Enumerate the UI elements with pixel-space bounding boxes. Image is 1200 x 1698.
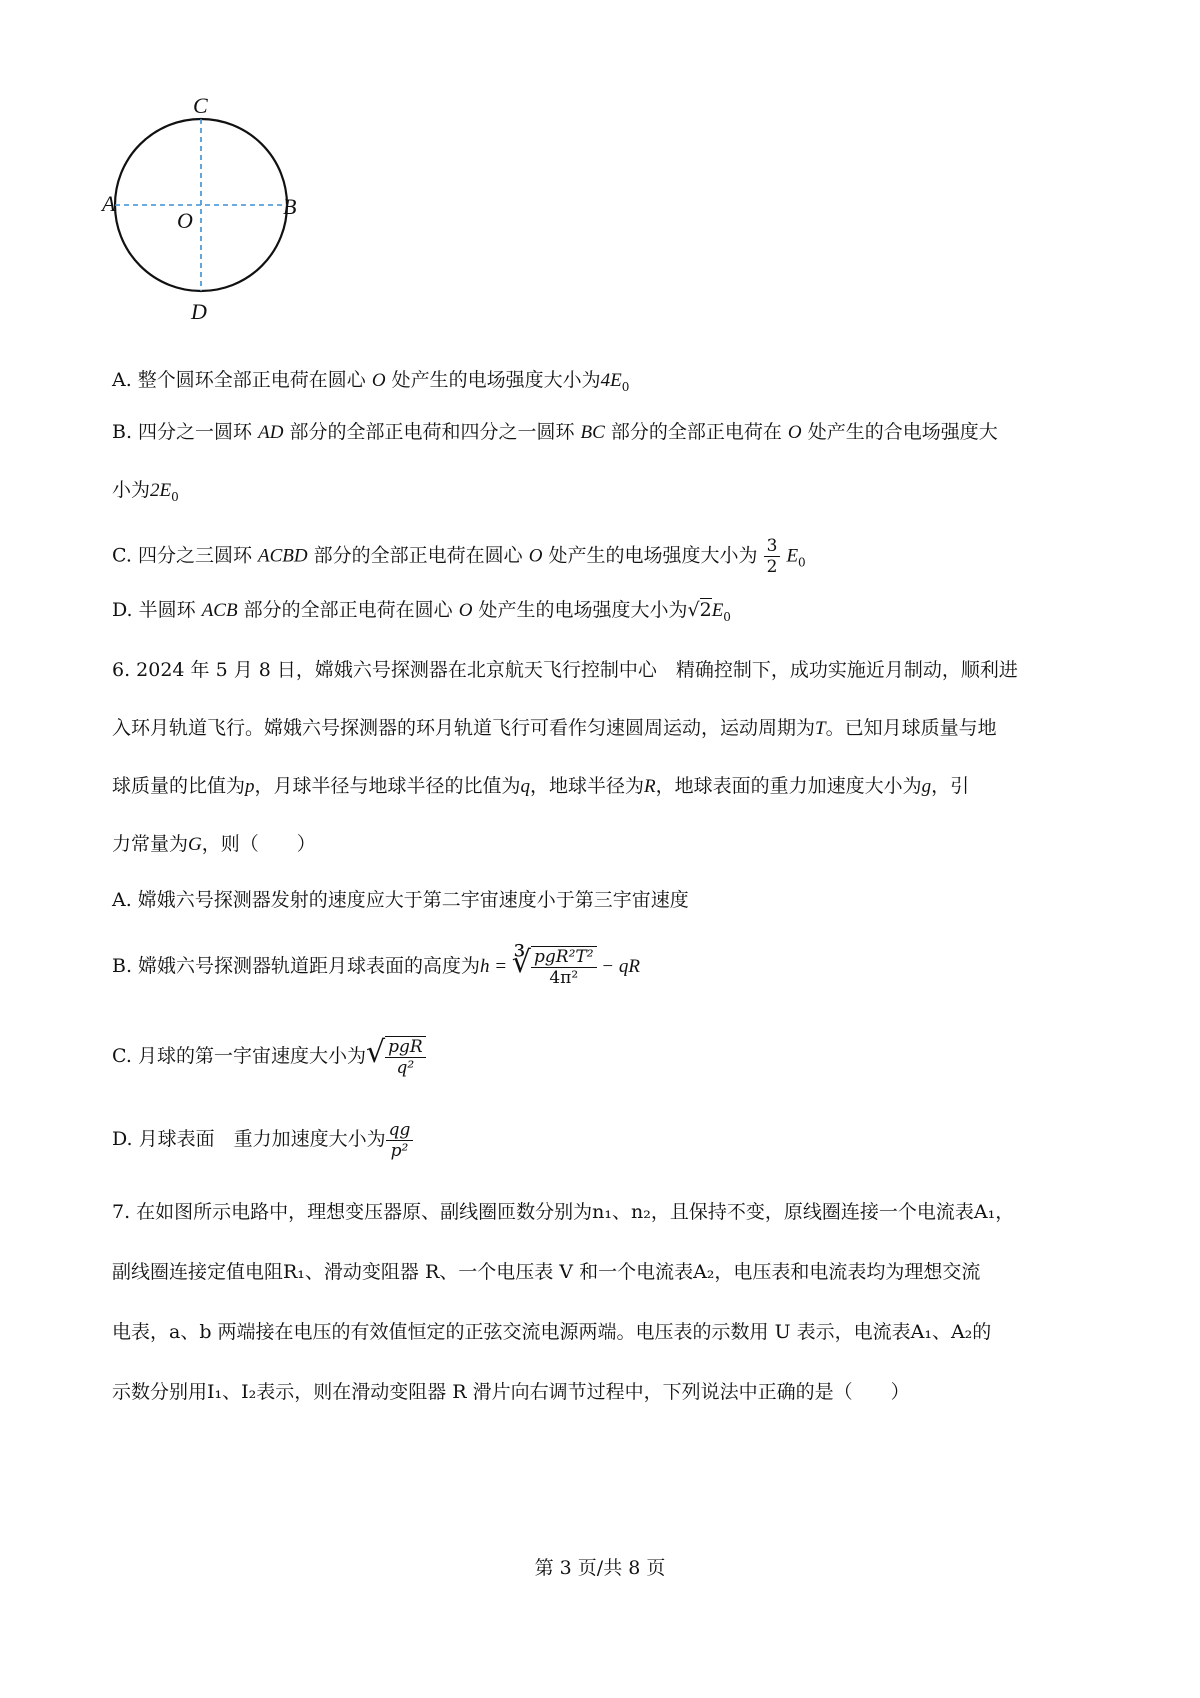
q5-option-b-line2: 小为$2E_0$	[112, 479, 179, 504]
q6-stem-line4: 力常量为G，则（ ）	[112, 833, 316, 855]
sqrt-sign: √	[687, 599, 700, 621]
label-o: O	[177, 208, 193, 233]
q5-option-a: A. 整个圆环全部正电荷在圆心 O 处产生的电场强度大小为$4E_0$	[112, 369, 630, 394]
q7-stem-line2: 副线圈连接定值电阻R₁、滑动变阻器 R、一个电压表 V 和一个电流表A₂，电压表和电流表均为理想交流	[112, 1261, 981, 1283]
fraction-pgr-q2: $\frac{\text{pgR}}{\text{q²}}$	[385, 1036, 426, 1078]
fraction-3-2: $\frac{3}{2}$	[764, 536, 781, 577]
page-footer: 第 3 页/共 8 页	[534, 1557, 666, 1579]
q7-stem-line3: 电表，a、b 两端接在电压的有效值恒定的正弦交流电源两端。电压表的示数用 U 表示，电流表A₁、A₂的	[112, 1321, 992, 1343]
fraction-pgr2t2-4pi2: $\frac{\text{pgR²T²}}{\text{4π²}}$	[531, 946, 597, 988]
q6-option-b: B. 嫦娥六号探测器轨道距月球表面的高度为h = ∛ $\frac{\text{pgR²T²}}{\text{4π²}}$ − qR	[112, 945, 640, 988]
label-c: C	[193, 93, 208, 118]
q6-option-d: D. 月球表面 重力加速度大小为 $\frac{qg}{\text{p²}}$	[112, 1116, 413, 1162]
fraction-qg-p2: $\frac{qg}{\text{p²}}$	[386, 1120, 414, 1161]
q6-stem-line1: 6. 2024 年 5 月 8 日，嫦娥六号探测器在北京航天飞行控制中心 精确控制下，成功实施近月制动，顺利进	[112, 659, 1018, 681]
label-a: A	[102, 191, 116, 216]
q5-option-b-line1: B. 四分之一圆环 AD 部分的全部正电荷和四分之一圆环 BC 部分的全部正电荷在 O 处产生的合电场强度大	[112, 421, 998, 443]
q6-option-a: A. 嫦娥六号探测器发射的速度应大于第二宇宙速度小于第三宇宙速度	[112, 889, 689, 911]
cube-root-sign: ∛	[511, 945, 531, 980]
label-d: D	[191, 299, 207, 324]
circle-diagram	[100, 90, 330, 330]
q6-option-c: C. 月球的第一宇宙速度大小为√ $\frac{\text{pgR}}{\text{q²}}$	[112, 1030, 426, 1079]
q7-stem-line4: 示数分别用I₁、I₂表示，则在滑动变阻器 R 滑片向右调节过程中，下列说法中正确的是（ ）	[112, 1381, 910, 1403]
q6-stem-line2: 入环月轨道飞行。嫦娥六号探测器的环月轨道飞行可看作匀速圆周运动，运动周期为T。已知月球质量与地	[112, 717, 997, 739]
q5-option-c: C. 四分之三圆环 ACBD 部分的全部正电荷在圆心 O 处产生的电场强度大小为 $\frac{3}{2}$ $E_0$	[112, 536, 806, 577]
sqrt-sign: √	[365, 1035, 386, 1070]
q6-stem-line3: 球质量的比值为p，月球半径与地球半径的比值为q，地球半径为R，地球表面的重力加速度大小为g，引	[112, 775, 970, 797]
q7-stem-line1: 7. 在如图所示电路中，理想变压器原、副线圈匝数分别为n₁、n₂，且保持不变，原线圈连接一个电流表A₁，	[112, 1201, 1015, 1223]
label-b: B	[283, 194, 297, 219]
q5-option-d: D. 半圆环 ACB 部分的全部正电荷在圆心 O 处产生的电场强度大小为$√2E_0$	[112, 599, 731, 624]
